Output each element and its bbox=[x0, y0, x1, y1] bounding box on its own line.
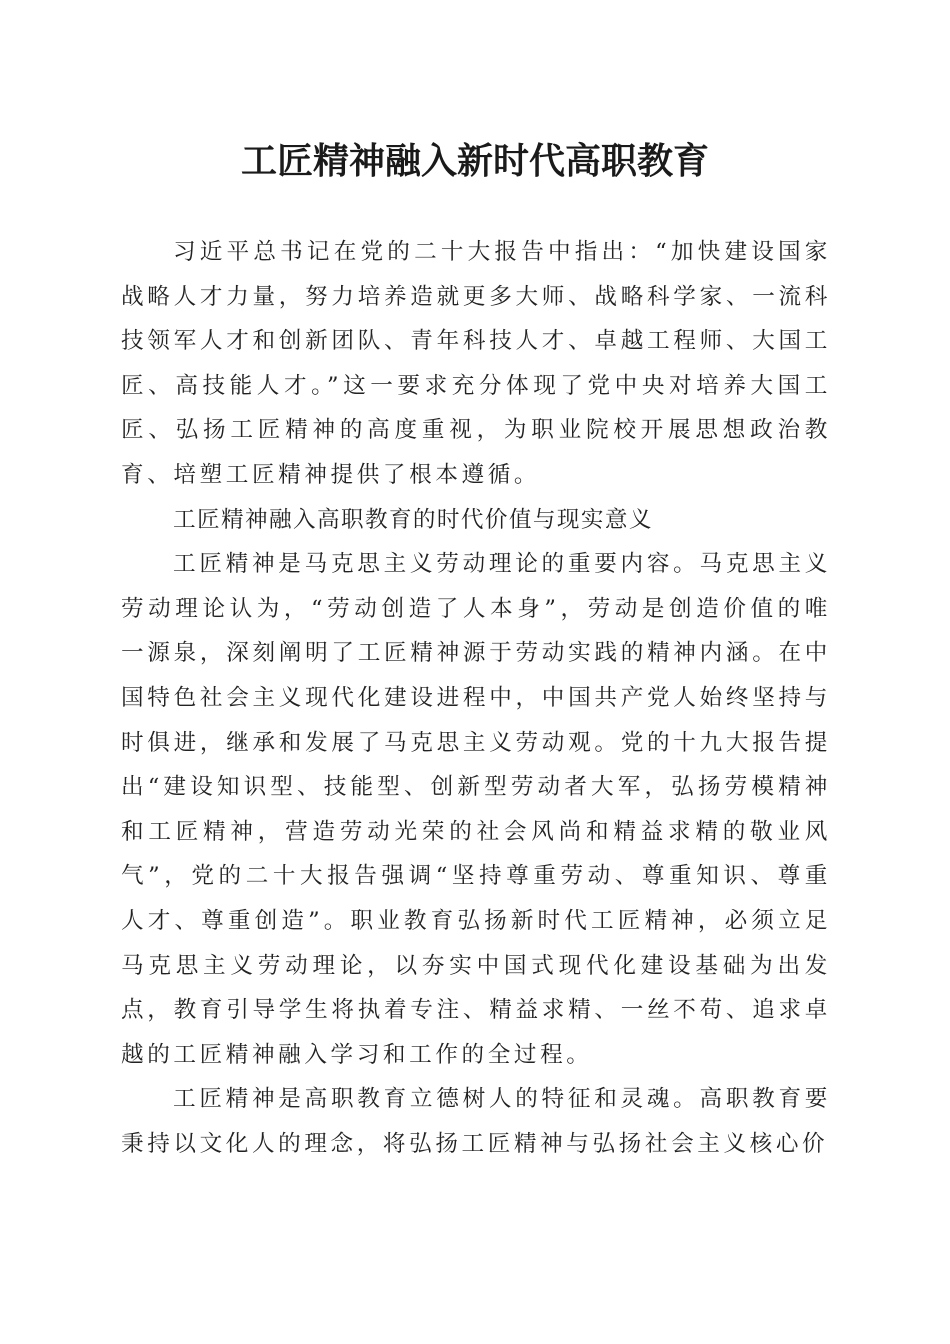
paragraph-marxist-labor-theory: 工匠精神是马克思主义劳动理论的重要内容。马克思主义劳动理论认为，“劳动创造了人本身”，劳动是创造价值的唯一源泉，深刻阐明了工匠精神源于劳动实践的精神内涵。在中国特色社会主义现代化建设进程中，中国共产党人始终坚持与时俱进，继承和发展了马克思主义劳动观。党的十九大报告提出“建设知识型、技能型、创新型劳动者大军，弘扬劳模精神和工匠精神，营造劳动光荣的社会风尚和精益求精的敬业风气”，党的二十大报告强调“坚持尊重劳动、尊重知识、尊重人才、尊重创造”。职业教育弘扬新时代工匠精神，必须立足马克思主义劳动理论，以夯实中国式现代化建设基础为出发点，教育引导学生将执着专注、精益求精、一丝不苟、追求卓越的工匠精神融入学习和工作的全过程。 bbox=[121, 551, 831, 1068]
document-title: 工匠精神融入新时代高职教育 bbox=[240, 140, 709, 182]
document-body bbox=[121, 230, 831, 1166]
paragraph-intro: 习近平总书记在党的二十大报告中指出：“加快建设国家战略人才力量，努力培养造就更多大师、战略科学家、一流科技领军人才和创新团队、青年科技人才、卓越工程师、大国工匠、高技能人才。”这一要求充分体现了党中央对培养大国工匠、弘扬工匠精神的高度重视，为职业院校开展思想政治教育、培塑工匠精神提供了根本遵循。 bbox=[121, 239, 831, 488]
section-heading: 工匠精神融入高职教育的时代价值与现实意义 bbox=[173, 506, 653, 533]
paragraph-moral-education: 工匠精神是高职教育立德树人的特征和灵魂。高职教育要秉持以文化人的理念，将弘扬工匠精神与弘扬社会主义核心价 bbox=[121, 1086, 831, 1157]
